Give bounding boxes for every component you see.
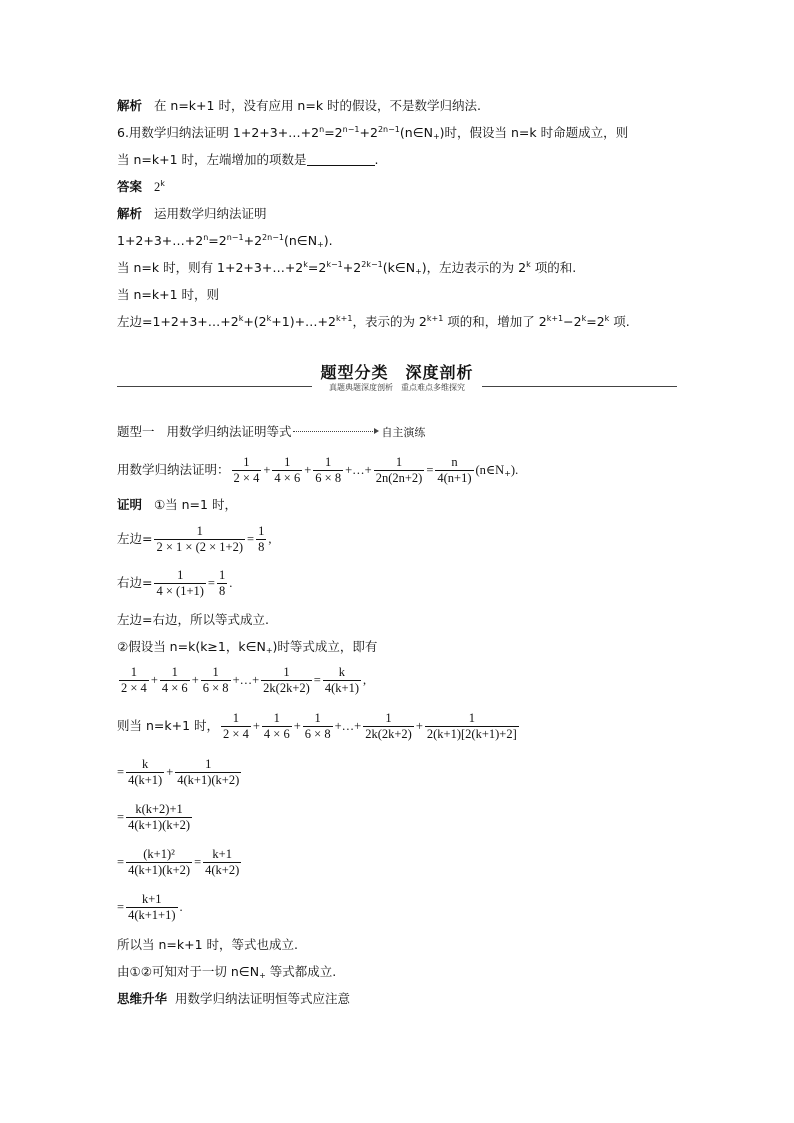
proof-label: 证明 [117, 497, 143, 512]
question-6-line-2: 当 n=k+1 时，左端增加的项数是 . [117, 152, 379, 167]
step-1: = $\frac{k}{4(k+1)}$ + $\frac{1}{4(k+1)(k+2)}$ [117, 757, 240, 787]
analysis-line-1 [117, 98, 481, 114]
equality-line: 左边=右边，所以等式成立. [117, 612, 269, 627]
assumption-equation: $\frac{1}{2 \times 4}$ + $\frac{1}{4 \times 6}$ + $\frac{1}{6 \times 8}$ +…+ $\frac{1}{2k(2k+2)}$ = $\frac{k}{4(k+1)}$ , [121, 665, 367, 695]
problem-statement: 用数学归纳法证明： $\frac{1}{2 \times 4}$ + $\frac{1}{4 \times 6}$ + $\frac{1}{6 \times 8}$ +…+ $\frac{1}{2n(2n+2)}$ = $\frac{n}{4(n+1)}$ $(n\in N_+)$. [117, 455, 519, 485]
type-1-text: 用数学归纳法证明等式 [166, 424, 292, 439]
right-side-n1: 右边= $\frac{1}{4 \times (1+1)}$ = $\frac{1}{8}$ . [117, 568, 233, 598]
left-side-n1: 左边= $\frac{1}{2 \times 1 \times (2 \times 1+2)}$ = $\frac{1}{8}$ , [117, 524, 272, 554]
summary-label: 思维升华 [117, 991, 168, 1006]
step-3: = $\frac{\text{(k+1)²}}{4(k+1)(k+2)}$ = $\frac{k+1}{4(k+2)}$ [117, 847, 240, 877]
equation-line-4: 左边$=1+2+3+\dots+2^k+(2^k+1)+\dots+2^{k+1}$，表示的为 $2^{k+1}$ 项的和，增加了 $2^{k+1}-2^k=2^k$ 项. [117, 314, 630, 329]
conclusion-2: 由①②可知对于一切 $n\in N_+$ 等式都成立. [117, 964, 337, 980]
answer-blank [307, 154, 375, 166]
answer-line: 答案 2$^k$ [117, 179, 165, 194]
equation-line-3: 当 n=k+1 时，则 [117, 287, 220, 302]
type-1-label: 题型一 [117, 424, 155, 439]
analysis-line-2: 解析 运用数学归纳法证明 [117, 206, 267, 221]
section-title: 题型分类 深度剖析 [320, 363, 474, 382]
assumption-line: ②假设当 n=k(k≥1，$k\in N_+$)时等式成立，即有 [117, 639, 378, 655]
type-1-header [117, 424, 425, 441]
proof-line: 证明 ①当 n=1 时， [117, 497, 237, 512]
summary-text: 用数学归纳法证明恒等式应注意 [174, 991, 350, 1006]
summary-line [117, 991, 350, 1007]
analysis-label: 解析 [117, 98, 143, 113]
equation-line-2: 当 n=k 时，则有 $1+2+3+\dots+2^k=2^{k-1}+2^{2k-1}(k\in N_+)$，左边表示的为 2$^k$ 项的和. [117, 260, 577, 276]
conclusion-1: 所以当 n=k+1 时，等式也成立. [117, 937, 298, 952]
step-4: = $\frac{k+1}{4(k+1+1)}$ . [117, 892, 183, 922]
arrow-icon [293, 431, 375, 432]
section-subtitle: 真题典题深度剖析 重点难点多维探究 [0, 382, 794, 393]
equation-line-1: $1+2+3+\dots+2^n=2^{n-1}+2^{2n-1}(n\in N_+)$. [117, 233, 333, 249]
type-1-tag: 自主演练 [381, 426, 426, 439]
question-6-line-1: 6.用数学归纳法证明 $1+2+3+\dots+2^n=2^{n-1}+2^{2n-1}(n\in N_+)$时，假设当 n=k 时命题成立，则 [117, 125, 629, 141]
answer-label: 答案 [117, 179, 143, 194]
step-2: = $\frac{k(k+2)+1}{4(k+1)(k+2)}$ [117, 802, 191, 832]
induction-step-line: 则当 n=k+1 时， $\frac{1}{2 \times 4}$ + $\frac{1}{4 \times 6}$ + $\frac{1}{6 \times 8}$ +…+ $\frac{1}{2k(2k+2)}$ + $\frac{1}{2(k+1)[2(k+1)+2]}$ [117, 711, 517, 741]
analysis-text: 在 n=k+1 时，没有应用 n=k 时的假设，不是数学归纳法. [153, 98, 482, 113]
